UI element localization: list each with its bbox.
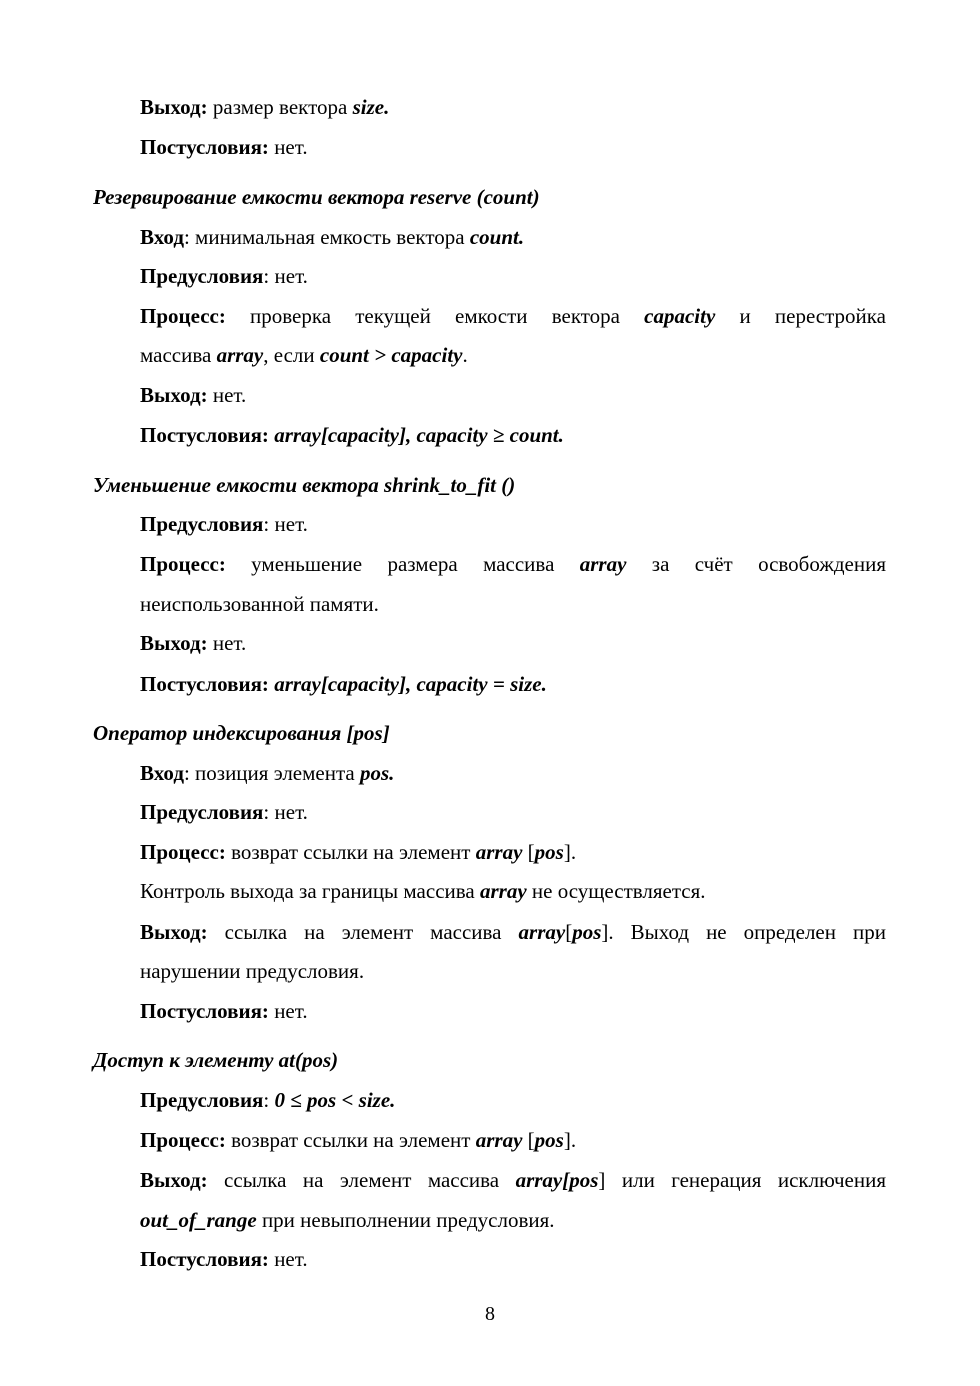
process-line: Процесс: проверка текущей емкости вектора capacity и перестройка <box>140 304 886 328</box>
process-line: Процесс: возврат ссылки на элемент array [pos]. <box>140 840 577 864</box>
preconditions-line: Предусловия: нет. <box>140 800 308 824</box>
process-continuation: неиспользованной памяти. <box>140 592 379 616</box>
output-line: Выход: нет. <box>140 631 247 655</box>
section-heading-shrink: Уменьшение емкости вектора shrink_to_fit () <box>93 473 516 497</box>
process-line: Процесс: возврат ссылки на элемент array [pos]. <box>140 1128 577 1152</box>
postconditions-line: Постусловия: array[capacity], capacity ≥ count. <box>140 423 564 447</box>
output-line: Выход: размер вектора size. <box>140 95 390 119</box>
page-number: 8 <box>485 1303 495 1325</box>
section-heading-reserve: Резервирование емкости вектора reserve (count) <box>93 185 540 209</box>
input-line: Вход: позиция элемента pos. <box>140 761 395 785</box>
preconditions-line: Предусловия: 0 ≤ pos < size. <box>140 1088 396 1112</box>
process-continuation: массива array, если count > capacity. <box>140 343 468 367</box>
preconditions-line: Предусловия: нет. <box>140 512 308 536</box>
postconditions-line: Постусловия: нет. <box>140 999 308 1023</box>
postconditions-line: Постусловия: array[capacity], capacity = size. <box>140 672 547 696</box>
process-line: Процесс: уменьшение размера массива array за счёт освобождения <box>140 552 886 576</box>
output-continuation: out_of_range при невыполнении предусловия. <box>140 1208 555 1232</box>
postconditions-line: Постусловия: нет. <box>140 1247 308 1271</box>
input-line: Вход: минимальная емкость вектора count. <box>140 225 525 249</box>
section-heading-at: Доступ к элементу at(pos) <box>93 1048 339 1072</box>
output-continuation: нарушении предусловия. <box>140 959 365 983</box>
section-heading-index-operator: Оператор индексирования [pos] <box>93 721 390 745</box>
output-line: Выход: ссылка на элемент массива array[pos]. Выход не определен при <box>140 920 886 944</box>
output-line: Выход: ссылка на элемент массива array[pos] или генерация исключения <box>140 1168 886 1192</box>
output-line: Выход: нет. <box>140 383 247 407</box>
postconditions-line: Постусловия: нет. <box>140 135 308 159</box>
preconditions-line: Предусловия: нет. <box>140 264 308 288</box>
bounds-note-line: Контроль выхода за границы массива array не осуществляется. <box>140 879 706 903</box>
